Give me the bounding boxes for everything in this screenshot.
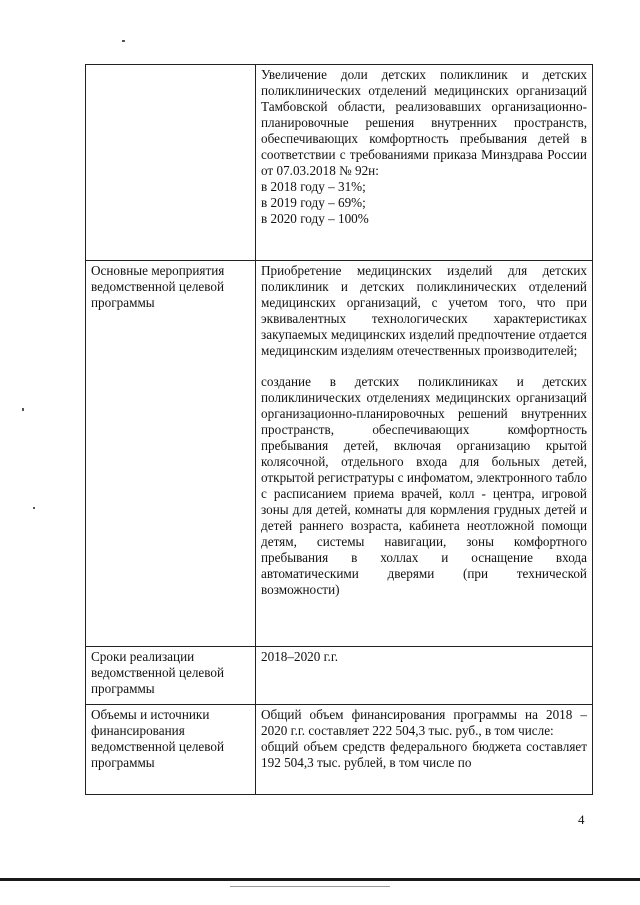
- indicator-2018: в 2018 году – 31%;: [261, 179, 366, 194]
- scan-bottom-edge-faint: [230, 886, 390, 887]
- indicator-2019: в 2019 году – 69%;: [261, 195, 366, 210]
- financing-paragraph: общий объем средств федерального бюджета составляет 192 504,3 тыс. рублей, в том числе по: [261, 739, 587, 770]
- page-number: 4: [578, 812, 585, 827]
- scan-speck: [122, 40, 125, 42]
- table-row-financing: [86, 705, 593, 795]
- row-content-cell: [256, 261, 593, 647]
- table-row-target-indicators: [86, 65, 593, 261]
- indicator-description: Увеличение доли детских поликлиник и детских поликлинических отделений медицинских организаций Тамбовской области, реализовавших организационно-планировочные решения внутренних пространств, обеспечивающих комфортность пребывания детей в соответствии с требованиями приказа Минздрава России от 07.03.2018 № 92н:: [261, 67, 587, 178]
- row-label-cell: Сроки реализации ведомственной целевой программы: [86, 647, 256, 705]
- table-row-implementation-period: [86, 647, 593, 705]
- table-row-main-activities: [86, 261, 593, 647]
- row-content-cell: [256, 647, 593, 705]
- activity-paragraph: Приобретение медицинских изделий для детских поликлиник и детских поликлинических отделений медицинских организаций, с учетом того, что при эквивалентных технологических характеристиках закупаемых медицинских изделий предпочтение отдается медицинским изделиям отечественных производителей;: [261, 263, 587, 358]
- row-label-cell: Объемы и источники финансирования ведомственной целевой программы: [86, 705, 256, 795]
- scan-speck: [22, 408, 24, 411]
- row-label-cell: Основные мероприятия ведомственной целевой программы: [86, 261, 256, 647]
- activity-paragraph: создание в детских поликлиниках и детских поликлинических отделениях медицинских организаций организационно-планировочных решений внутренних пространств, обеспечивающих комфортность пребывания детей, включая организацию крытой колясочной, отдельного входа для больных детей, открытой регистратуры с инфоматом, электронного табло с расписанием приема врачей, колл - центра, игровой зоны для детей, комнаты для кормления грудных детей и детей раннего возраста, кабинета неотложной помощи детям, системы навигации, зоны комфортного пребывания в холлах и оснащение входа автоматическими дверями (при технической возможности): [261, 374, 587, 597]
- row-content-cell: [256, 705, 593, 795]
- row-content-cell: [256, 65, 593, 261]
- financing-paragraph: Общий объем финансирования программы на 2018 – 2020 г.г. составляет 222 504,3 тыс. руб., в том числе:: [261, 707, 587, 738]
- scan-bottom-edge: [0, 878, 640, 881]
- program-passport-table: [85, 64, 593, 795]
- row-label-cell: [86, 65, 256, 261]
- scan-speck: [33, 507, 35, 509]
- period-text: 2018–2020 г.г.: [261, 649, 339, 664]
- indicator-2020: в 2020 году – 100%: [261, 211, 369, 226]
